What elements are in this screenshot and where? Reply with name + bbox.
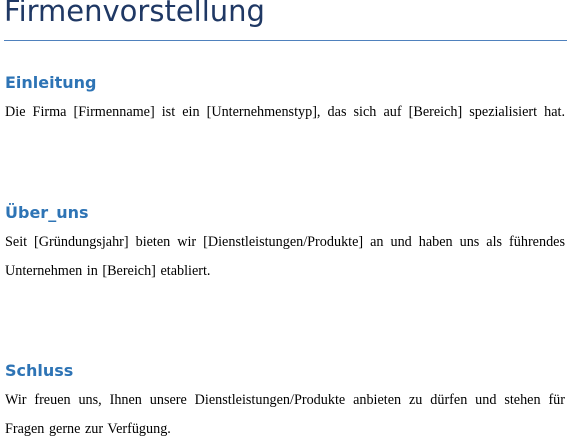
document-title: Firmenvorstellung	[4, 0, 265, 28]
section-paragraph-ueber-uns	[5, 228, 565, 286]
paragraph-line: Die Firma [Firmenname] ist ein [Unternehmenstyp], das sich auf [Bereich] spezialisiert hat.	[5, 104, 565, 120]
section-paragraph-einleitung	[5, 98, 565, 127]
section-paragraph-schluss	[5, 386, 565, 444]
paragraph-line: Wir freuen uns, Ihnen unsere Dienstleistungen/Produkte anbieten zu dürfen und stehen für	[5, 392, 565, 408]
section-heading-ueber-uns: Über_uns	[5, 203, 89, 222]
paragraph-line: Unternehmen in [Bereich] etabliert.	[5, 263, 211, 279]
paragraph-line: Seit [Gründungsjahr] bieten wir [Dienstleistungen/Produkte] an und haben uns als führendes	[5, 234, 565, 250]
section-heading-einleitung: Einleitung	[5, 73, 97, 92]
title-underline-rule	[4, 40, 567, 41]
paragraph-line: Fragen gerne zur Verfügung.	[5, 421, 171, 437]
section-heading-schluss: Schluss	[5, 361, 74, 380]
